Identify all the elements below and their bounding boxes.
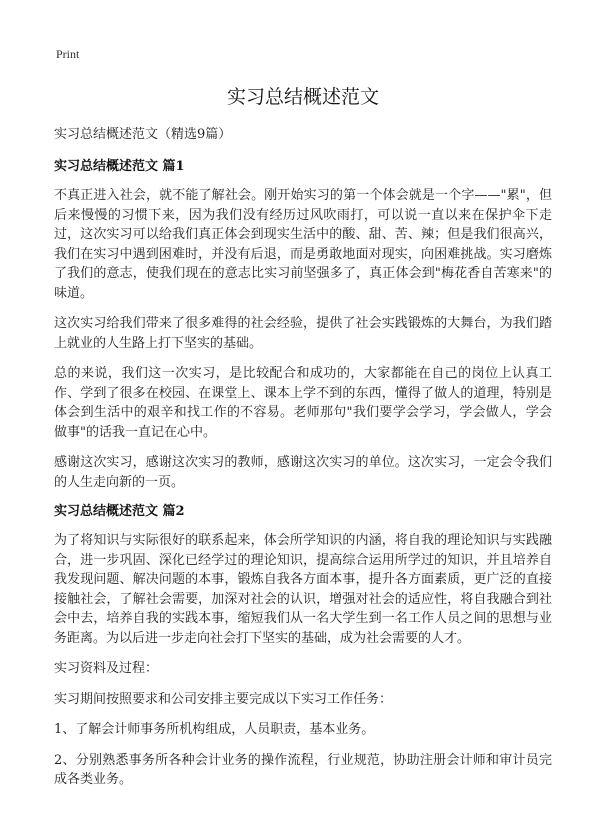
paragraph: 不真正进入社会，就不能了解社会。刚开始实习的第一个体会就是一个字——"累"，但后来慢慢的习惯下来，因为我们没有经历过风吹雨打，可以说一直以来在保护伞下走过，这次实习可以给我们真正体会到现实生活中的酸、甜、苦、辣；但是我们很高兴，我们在实习中遇到困难时，并没有后退，而是勇敢地面对现实，向困难挑战。实习磨炼了我们的意志，使我们现在的意志比实习前坚强多了，真正体会到"梅花香自苦寒来"的味道。 [54, 188, 552, 301]
paragraph: 2、分别熟悉事务所各种会计业务的操作流程，行业规范，协助注册会计师和审计员完成各类业务。 [54, 752, 552, 787]
section-1 [54, 158, 552, 492]
page-title: 实习总结概述范文 [226, 86, 379, 108]
section-heading: 实习总结概述范文 篇2 [54, 504, 185, 519]
paragraph: 这次实习给我们带来了很多难得的社会经验，提供了社会实践锻炼的大舞台，为我们踏上就业的人生路上打下坚实的基础。 [54, 316, 552, 351]
paragraph: 1、了解会计师事务所机构组成，人员职责，基本业务。 [54, 722, 375, 737]
paragraph: 实习资料及过程： [54, 661, 159, 676]
paragraph: 为了将知识与实际很好的联系起来，体会所学知识的内涵，将自我的理论知识与实践融合，进一步巩固、深化已经学过的理论知识，提高综合运用所学过的知识，并且培养自我发现问题、解决问题的本事，锻炼自我各方面本事，提升各方面素质，更广泛的直接接触社会，了解社会需要，加深对社会的认识，增强对社会的适应性，将自我融合到社会中去，培养自我的实践本事，缩短我们从一名大学生到一名工作人员之间的思想与业务距离。为以后进一步走向社会打下坚实的基础，成为社会需要的人才。 [54, 533, 552, 646]
section-heading: 实习总结概述范文 篇1 [54, 159, 185, 174]
paragraph: 实习期间按照要求和公司安排主要完成以下实习工作任务： [54, 691, 393, 707]
section-2 [54, 503, 552, 790]
paragraph: 总的来说，我们这一次实习，是比较配合和成功的，大家都能在自己的岗位上认真工作、学到了很多在校园、在课堂上、课本上学不到的东西，懂得了做人的道理，特别是体会到生活中的艰辛和找工作的不容易。老师那句"我们要学会学习，学会做人，学会做事"的话我一直记在心中。 [54, 366, 552, 440]
document-subtitle: 实习总结概述范文（精选9篇） [54, 127, 232, 142]
paragraph: 感谢这次实习，感谢这次实习的教师，感谢这次实习的单位。这次实习，一定会令我们的人生走向新的一页。 [54, 455, 552, 490]
print-link[interactable]: Print [56, 47, 80, 61]
